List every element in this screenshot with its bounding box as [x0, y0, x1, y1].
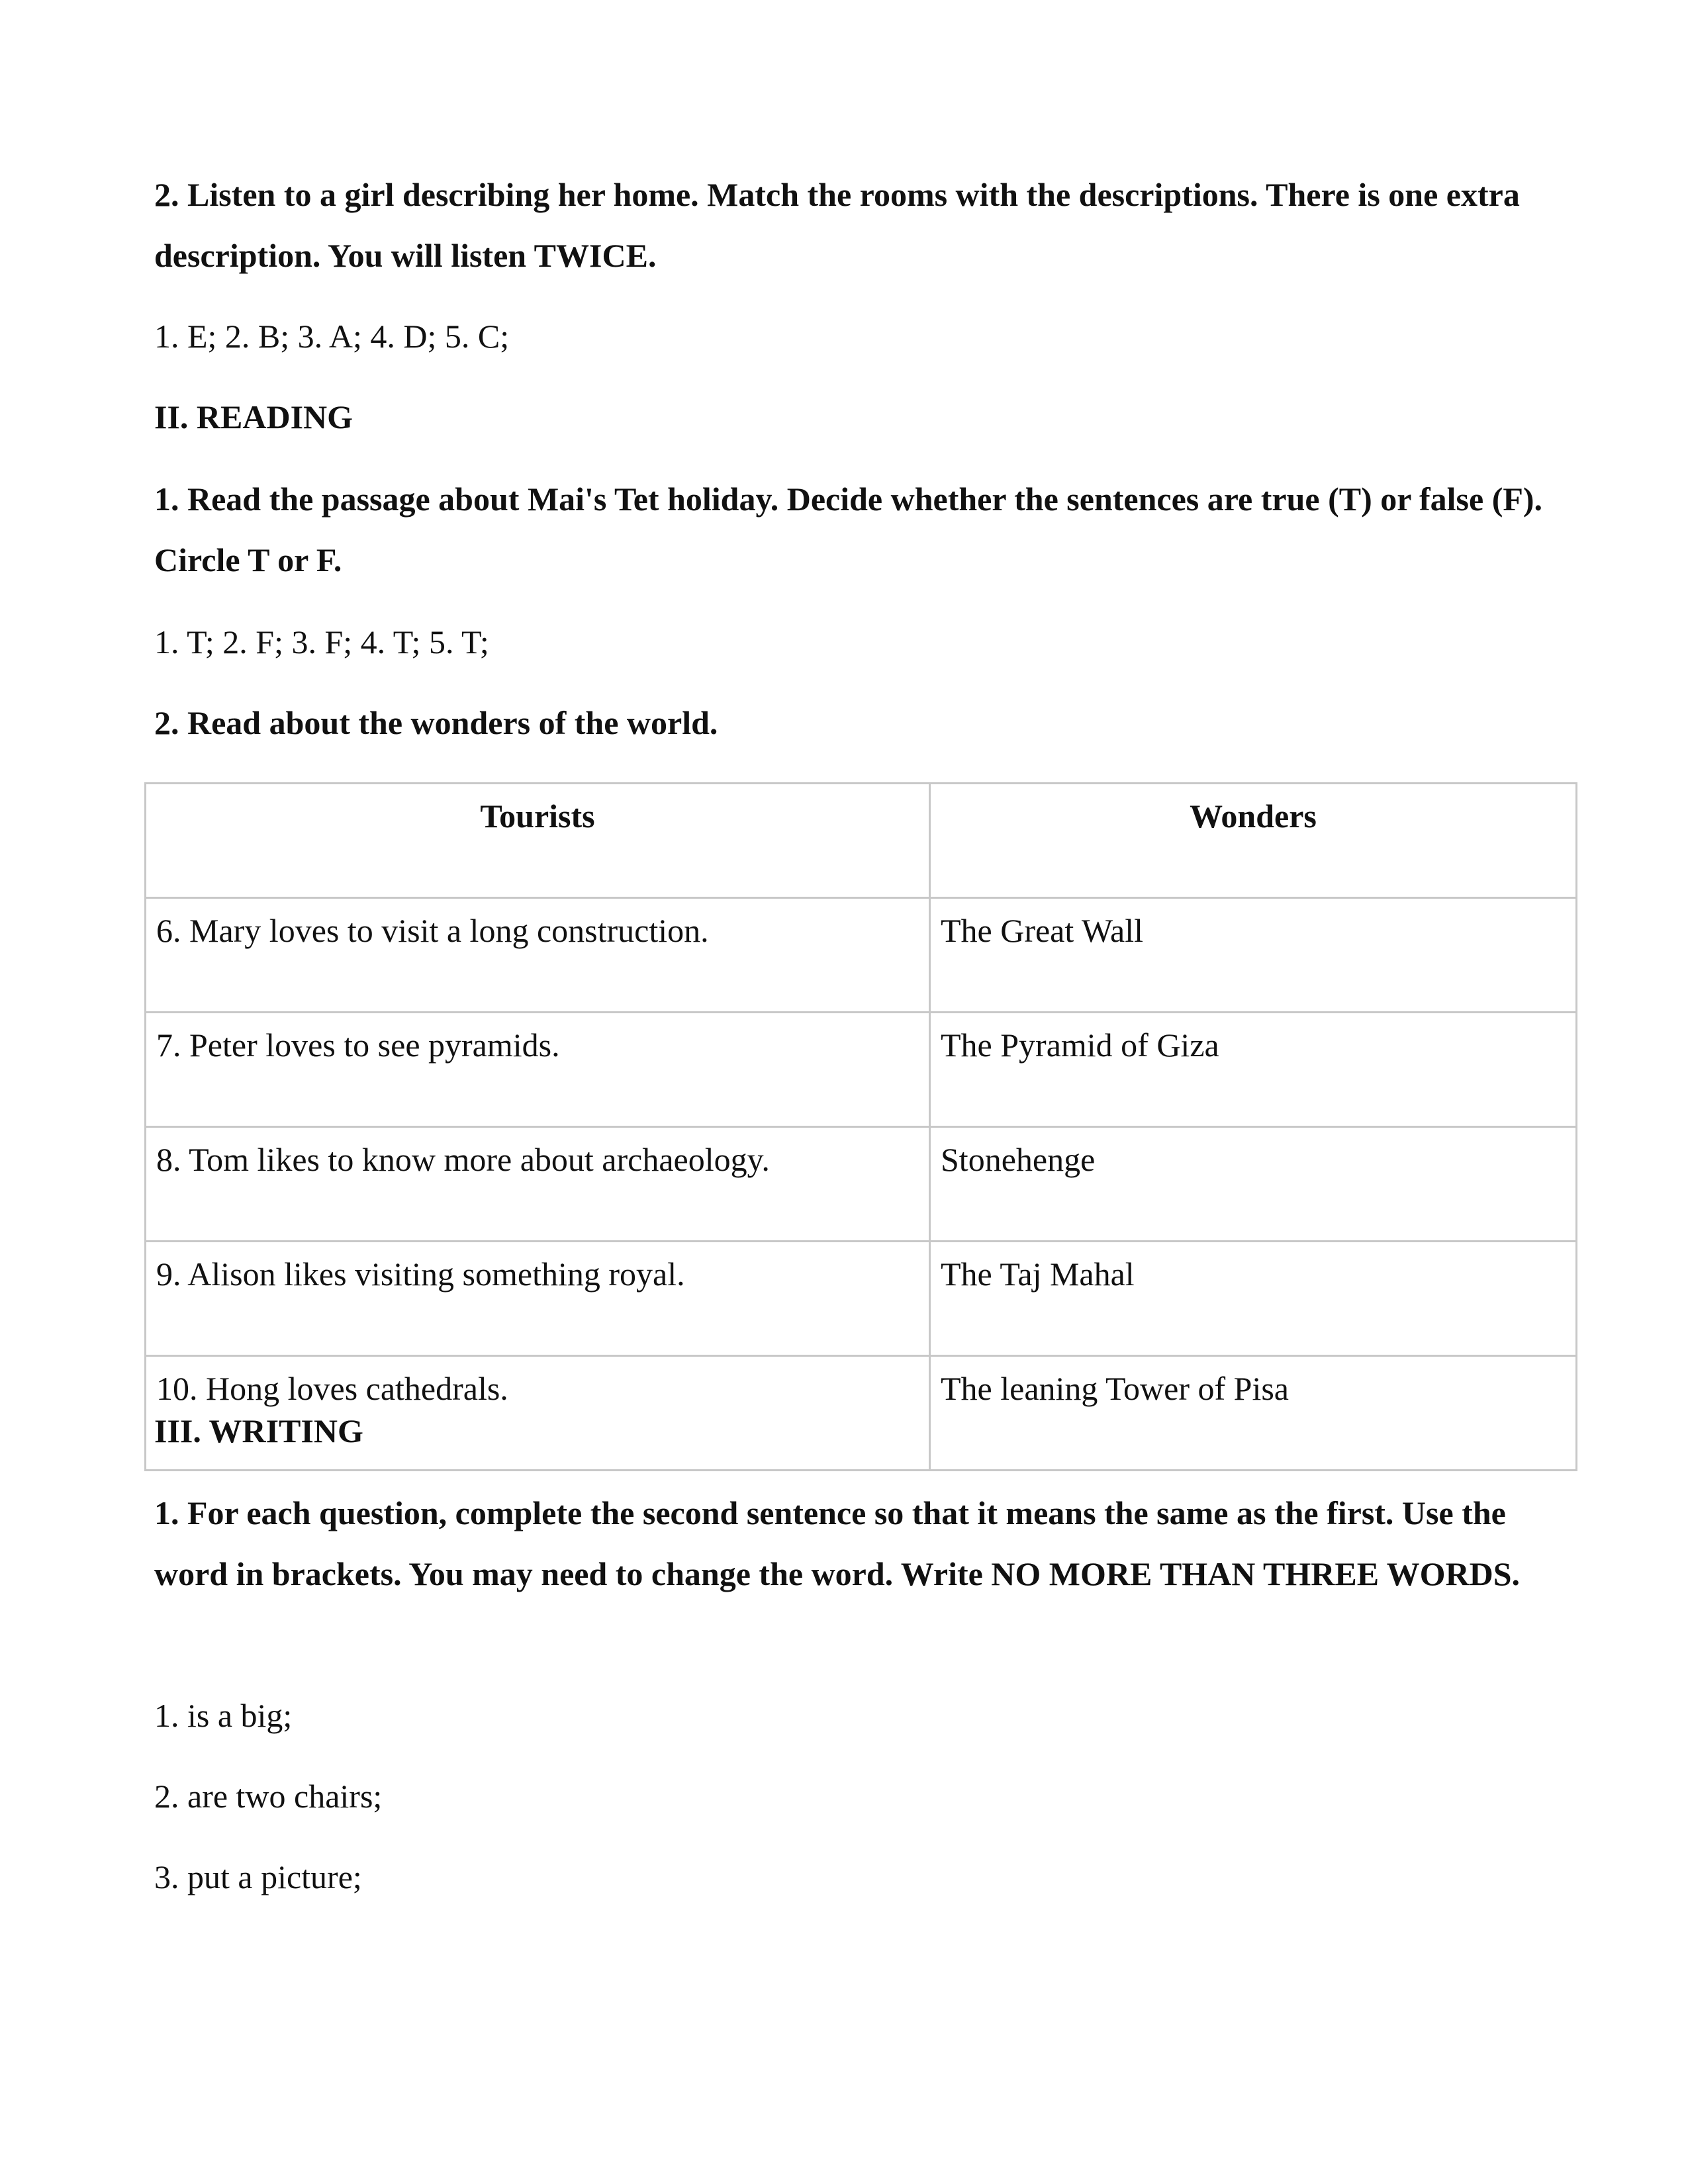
wonder-cell: The Pyramid of Giza: [930, 1013, 1577, 1127]
table-row: [146, 1013, 1577, 1127]
column-header-tourists: Tourists: [146, 784, 930, 898]
wonder-cell: The Great Wall: [930, 898, 1577, 1013]
writing-heading: III. WRITING: [154, 1412, 363, 1449]
reading-task1-answers: 1. T; 2. F; 3. F; 4. T; 5. T;: [154, 623, 489, 660]
writing-answer-3: 3. put a picture;: [154, 1858, 362, 1895]
table-row: [146, 1242, 1577, 1356]
column-header-wonders: Wonders: [930, 784, 1577, 898]
tourist-cell: 6. Mary loves to visit a long construction.: [146, 898, 930, 1013]
writing-answer-1: 1. is a big;: [154, 1697, 293, 1734]
listening-task2-answers: 1. E; 2. B; 3. A; 4. D; 5. C;: [154, 318, 510, 355]
tourist-cell: 10. Hong loves cathedrals.: [146, 1356, 930, 1471]
wonder-cell: Stonehenge: [930, 1127, 1577, 1242]
reading-heading: II. READING: [154, 398, 353, 435]
tourist-cell: 8. Tom likes to know more about archaeology.: [146, 1127, 930, 1242]
listening-task2-instruction: 2. Listen to a girl describing her home. Match the rooms with the descriptions. There is one extra description. You will listen TWICE.: [154, 176, 1520, 274]
tourist-cell: 9. Alison likes visiting something royal.: [146, 1242, 930, 1356]
tourist-cell: 7. Peter loves to see pyramids.: [146, 1013, 930, 1127]
reading-task1-instruction: 1. Read the passage about Mai's Tet holiday. Decide whether the sentences are true (T) or false (F). Circle T or F.: [154, 480, 1543, 578]
reading-task2-instruction: 2. Read about the wonders of the world.: [154, 704, 718, 741]
table-row: [146, 1127, 1577, 1242]
writing-task1-instruction: 1. For each question, complete the second sentence so that it means the same as the first. Use the word in brackets. You may need to change the word. Write NO MORE THAN THREE WORDS.: [154, 1494, 1521, 1592]
table-header-row: [146, 784, 1577, 898]
wonder-cell: The leaning Tower of Pisa: [930, 1356, 1577, 1471]
table-row: [146, 898, 1577, 1013]
wonder-cell: The Taj Mahal: [930, 1242, 1577, 1356]
wonders-table: [144, 782, 1577, 1471]
writing-answer-2: 2. are two chairs;: [154, 1778, 383, 1815]
